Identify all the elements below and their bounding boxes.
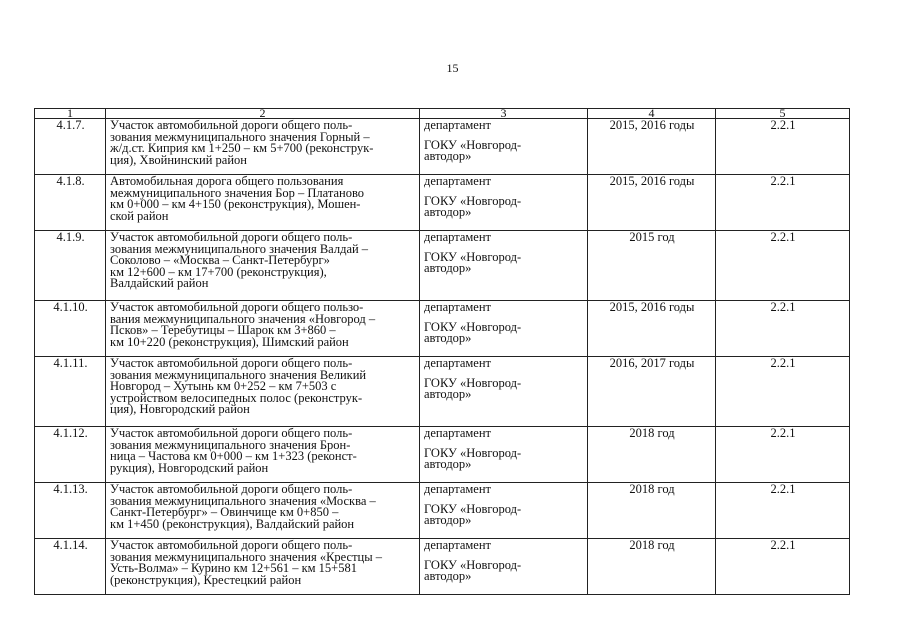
term: 2015 год [588, 231, 716, 301]
responsible-cell [420, 119, 588, 175]
road-description [106, 231, 420, 301]
indicator: 2.2.1 [716, 231, 850, 301]
responsible-department: департамент [424, 482, 492, 496]
row-number: 4.1.11. [35, 357, 106, 427]
indicator: 2.2.1 [716, 483, 850, 539]
responsible-department: департамент [424, 174, 492, 188]
road-description [106, 119, 420, 175]
term: 2016, 2017 годы [588, 357, 716, 427]
term: 2015, 2016 годы [588, 175, 716, 231]
road-description-text: Участок автомобильной дороги общего поль- зования межмуниципального значения Горный – ж/д.ст. Киприя км 1+250 – км 5+700 (реконструк- ция), Хвойнинский район [110, 118, 374, 167]
responsible-goku: ГОКУ «Новгород- автодор» [424, 319, 522, 346]
indicator: 2.2.1 [716, 175, 850, 231]
indicator: 2.2.1 [716, 119, 850, 175]
road-description [106, 483, 420, 539]
term: 2015, 2016 годы [588, 301, 716, 357]
header-col-2: 2 [106, 109, 420, 119]
responsible-goku: ГОКУ «Новгород- автодор» [424, 501, 522, 528]
responsible-department: департамент [424, 538, 492, 552]
table-row [35, 231, 850, 301]
responsible-cell [420, 175, 588, 231]
responsible-department: департамент [424, 230, 492, 244]
road-description-text: Участок автомобильной дороги общего поль- зования межмуниципального значения Брон- ница – Частова км 0+000 – км 1+323 (реконст- рукция), Новгородский район [110, 426, 357, 475]
road-description-text: Участок автомобильной дороги общего поль- зования межмуниципального значения Валдай – Соколово – «Москва – Санкт-Петербург» км 12+600 – км 17+700 (реконструкция), Валдайский район [110, 230, 369, 291]
header-col-1: 1 [35, 109, 106, 119]
table-row [35, 483, 850, 539]
header-col-5: 5 [716, 109, 850, 119]
road-description-text: Автомобильная дорога общего пользования межмуниципального значения Бор – Платаново км 0+000 – км 4+150 (реконструкция), Мошен- ской район [110, 174, 365, 223]
responsible-goku: ГОКУ «Новгород- автодор» [424, 249, 522, 276]
road-description-text: Участок автомобильной дороги общего поль- зования межмуниципального значения «Москва – Санкт-Петербург» – Овинчище км 0+850 – км 1+450 (реконструкция), Валдайский район [110, 482, 376, 531]
indicator: 2.2.1 [716, 427, 850, 483]
table-row [35, 427, 850, 483]
row-number: 4.1.9. [35, 231, 106, 301]
row-number: 4.1.10. [35, 301, 106, 357]
road-description [106, 175, 420, 231]
responsible-goku: ГОКУ «Новгород- автодор» [424, 445, 522, 472]
table-row [35, 539, 850, 595]
row-number: 4.1.13. [35, 483, 106, 539]
table-row [35, 175, 850, 231]
responsible-cell [420, 231, 588, 301]
indicator: 2.2.1 [716, 539, 850, 595]
responsible-goku: ГОКУ «Новгород- автодор» [424, 137, 522, 164]
indicator: 2.2.1 [716, 357, 850, 427]
responsible-cell [420, 301, 588, 357]
road-description [106, 427, 420, 483]
responsible-goku: ГОКУ «Новгород- автодор» [424, 193, 522, 220]
road-description-text: Участок автомобильной дороги общего пользо- вания межмуниципального значения «Новгород – Псков» – Теребутицы – Шарок км 3+860 – км 10+220 (реконструкция), Шимский район [110, 300, 376, 349]
responsible-cell [420, 357, 588, 427]
term: 2018 год [588, 427, 716, 483]
row-number: 4.1.14. [35, 539, 106, 595]
responsible-department: департамент [424, 426, 492, 440]
term: 2018 год [588, 483, 716, 539]
row-number: 4.1.7. [35, 119, 106, 175]
road-description [106, 539, 420, 595]
responsible-department: департамент [424, 118, 492, 132]
table-header-row [35, 109, 850, 119]
term: 2018 год [588, 539, 716, 595]
road-description [106, 357, 420, 427]
responsible-cell [420, 483, 588, 539]
responsible-department: департамент [424, 300, 492, 314]
row-number: 4.1.8. [35, 175, 106, 231]
page-number: 15 [446, 61, 459, 75]
indicator: 2.2.1 [716, 301, 850, 357]
table-row [35, 357, 850, 427]
road-description-text: Участок автомобильной дороги общего поль- зования межмуниципального значения «Крестцы – Усть-Волма» – Курино км 12+561 – км 15+581 (реконструкция), Крестецкий район [110, 538, 383, 587]
responsible-goku: ГОКУ «Новгород- автодор» [424, 557, 522, 584]
responsible-cell [420, 427, 588, 483]
header-col-3: 3 [420, 109, 588, 119]
term: 2015, 2016 годы [588, 119, 716, 175]
table-row [35, 119, 850, 175]
header-col-4: 4 [588, 109, 716, 119]
road-description-text: Участок автомобильной дороги общего поль- зования межмуниципального значения Великий Новгород – Хутынь км 0+252 – км 7+503 с устройством велосипедных полос (реконструк- ция), Новгородский район [110, 356, 367, 417]
roads-table [34, 108, 850, 595]
responsible-cell [420, 539, 588, 595]
responsible-goku: ГОКУ «Новгород- автодор» [424, 375, 522, 402]
row-number: 4.1.12. [35, 427, 106, 483]
table-row [35, 301, 850, 357]
road-description [106, 301, 420, 357]
responsible-department: департамент [424, 356, 492, 370]
